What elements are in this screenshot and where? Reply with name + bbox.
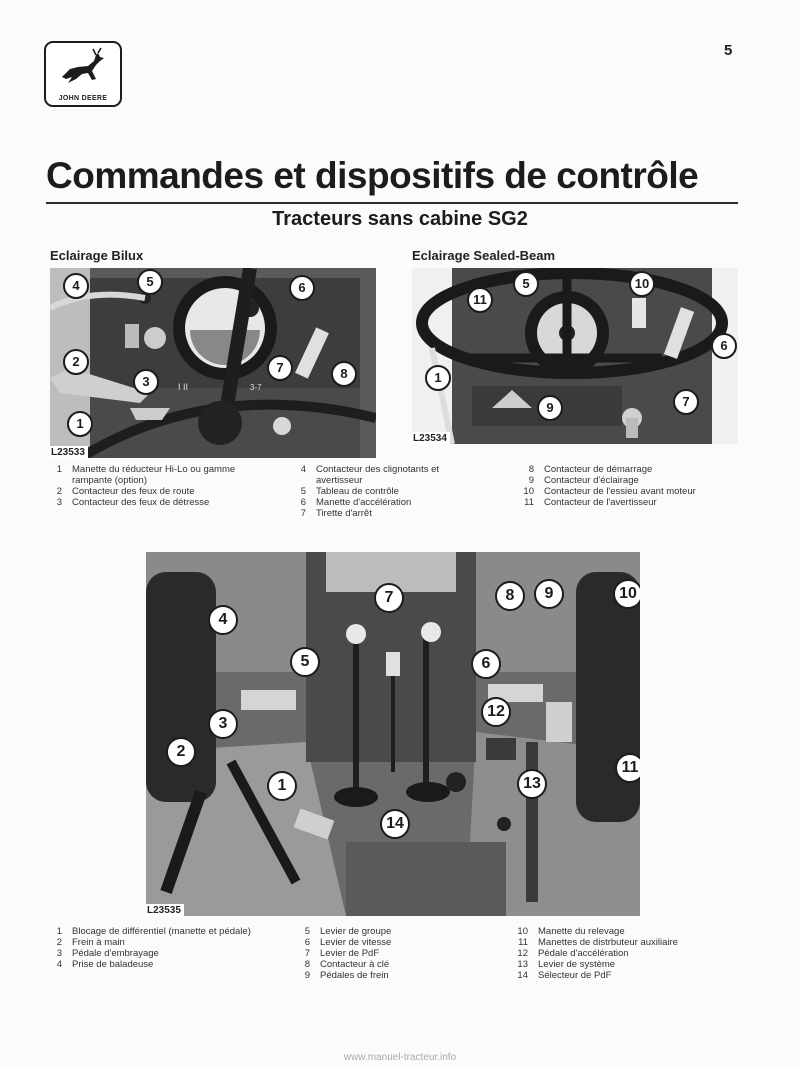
legend-item: 14 Sélecteur de PdF — [517, 970, 612, 981]
svg-text:I II: I II — [178, 382, 189, 392]
dashboard-bilux-illustration — [50, 268, 376, 458]
callout-5: 5 — [290, 647, 320, 677]
legend-item: 5 Tableau de contrôle — [300, 486, 399, 497]
legend-item: 13 Levier de système — [517, 959, 616, 970]
john-deere-logo — [44, 41, 122, 107]
callout-3: 3 — [208, 709, 238, 739]
legend-item: 8 Contacteur à clé — [304, 959, 390, 970]
callout-9: 9 — [534, 579, 564, 609]
figure-floor-code: L23535 — [146, 904, 184, 916]
legend-item: 8 Contacteur de démarrage — [528, 464, 653, 475]
callout-1: 1 — [67, 411, 93, 437]
title-divider — [46, 202, 738, 204]
legend-item: 3 Pédale d'embrayage — [56, 948, 159, 959]
callout-7: 7 — [673, 389, 699, 415]
svg-text:3-7: 3-7 — [250, 383, 262, 392]
legend-item: 1 Manette du réducteur Hi-Lo ou gamme rampante (option) — [56, 464, 236, 486]
legend-bottom-col-2 — [290, 926, 470, 981]
legend-item: 11 Manettes de distrbuteur auxiliaire — [518, 937, 678, 948]
legend-item: 6 Manette d'accélération — [300, 497, 412, 508]
callout-11: 11 — [615, 753, 640, 783]
legend-item: 10 Contacteur de l'essieu avant moteur — [523, 486, 696, 497]
figure-sealed-code: L23534 — [412, 432, 450, 444]
callout-3: 3 — [133, 369, 159, 395]
callout-1: 1 — [267, 771, 297, 801]
legend-item: 7 Tirette d'arrêt — [300, 508, 372, 519]
page-title: Commandes et dispositifs de contrôle — [46, 155, 699, 196]
legend-item: 5 Levier de groupe — [304, 926, 392, 937]
callout-4: 4 — [63, 273, 89, 299]
callout-2: 2 — [63, 349, 89, 375]
callout-11: 11 — [467, 287, 493, 313]
legend-item: 2 Contacteur des feux de route — [56, 486, 195, 497]
figure-bilux-caption: Eclairage Bilux — [50, 248, 144, 263]
page-subtitle: Tracteurs sans cabine SG2 — [272, 208, 528, 230]
callout-8: 8 — [331, 361, 357, 387]
footer-watermark: www.manuel-tracteur.info — [343, 1052, 457, 1063]
legend-item: 4 Contacteur des clignotants et avertisseur — [300, 464, 440, 486]
legend-item: 9 Pédales de frein — [304, 970, 389, 981]
figure-sealed-photo — [412, 268, 738, 444]
callout-5: 5 — [137, 269, 163, 295]
legend-item: 6 Levier de vitesse — [304, 937, 392, 948]
page-number: 5 — [724, 42, 733, 59]
callout-8: 8 — [495, 581, 525, 611]
figure-bilux-code: L23533 — [50, 446, 88, 458]
figure-sealed-caption: Eclairage Sealed-Beam — [412, 248, 556, 263]
callout-12: 12 — [481, 697, 511, 727]
callout-6: 6 — [471, 649, 501, 679]
callout-5: 5 — [513, 271, 539, 297]
legend-bottom-col-3 — [508, 926, 748, 981]
legend-item: 10 Manette du relevage — [517, 926, 625, 937]
dashboard-sealed-illustration — [412, 268, 738, 444]
legend-top-col-1 — [42, 464, 242, 508]
logo-text: JOHN DEERE — [58, 95, 108, 102]
legend-item: 12 Pédale d'accélération — [517, 948, 629, 959]
legend-item: 7 Levier de PdF — [304, 948, 380, 959]
legend-item: 11 Contacteur de l'avertisseur — [524, 497, 657, 508]
callout-10: 10 — [629, 271, 655, 297]
callout-4: 4 — [208, 605, 238, 635]
callout-6: 6 — [289, 275, 315, 301]
callout-7: 7 — [267, 355, 293, 381]
callout-13: 13 — [517, 769, 547, 799]
leaping-deer-icon — [56, 47, 110, 87]
legend-item: 3 Contacteur des feux de détresse — [56, 497, 210, 508]
callout-9: 9 — [537, 395, 563, 421]
legend-item: 1 Blocage de différentiel (manette et pédale) — [56, 926, 251, 937]
legend-item: 9 Contacteur d'éclairage — [528, 475, 639, 486]
legend-bottom-col-1 — [42, 926, 262, 970]
figure-floor-photo — [146, 552, 640, 916]
legend-item: 2 Frein à main — [56, 937, 125, 948]
figure-bilux-photo — [50, 268, 376, 458]
callout-2: 2 — [166, 737, 196, 767]
callout-7: 7 — [374, 583, 404, 613]
legend-item: 4 Prise de baladeuse — [56, 959, 154, 970]
legend-top-col-2 — [286, 464, 476, 519]
legend-top-col-3 — [514, 464, 714, 508]
callout-10: 10 — [613, 579, 640, 609]
callout-1: 1 — [425, 365, 451, 391]
callout-6: 6 — [711, 333, 737, 359]
callout-14: 14 — [380, 809, 410, 839]
